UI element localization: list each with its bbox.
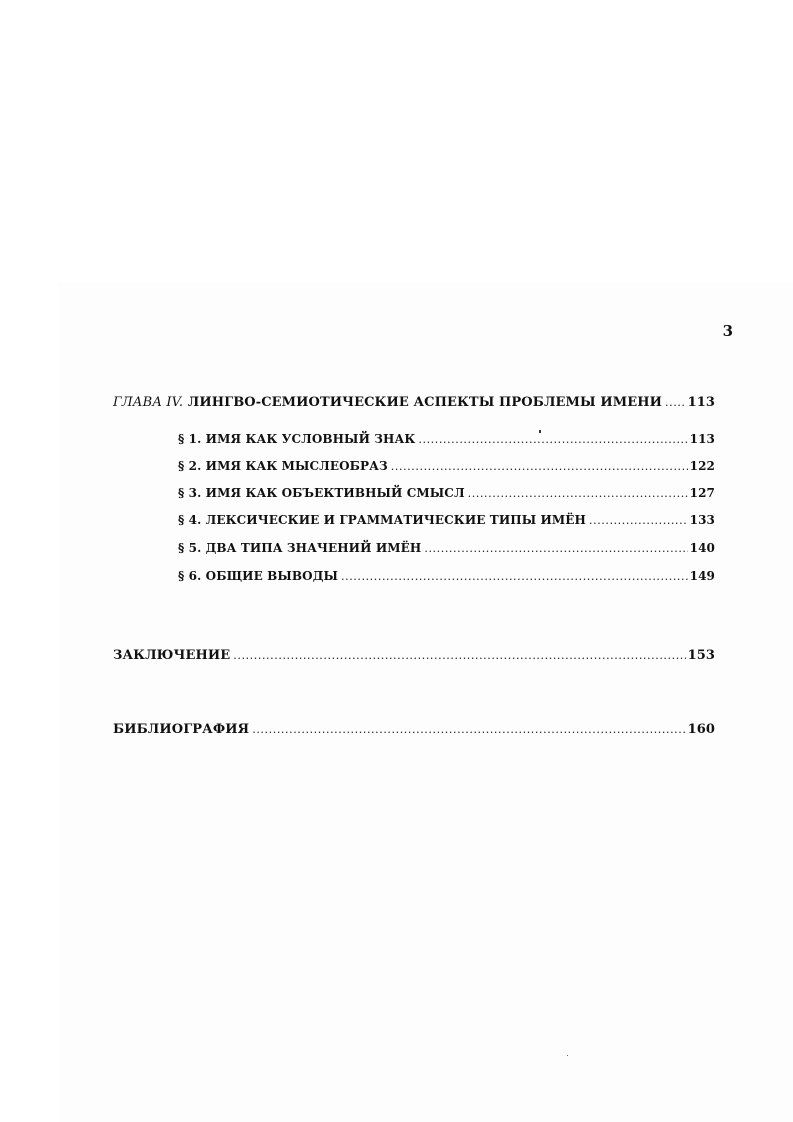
- dot-leader: [233, 649, 685, 662]
- toc-section-label: § 4. ЛЕКСИЧЕСКИЕ И ГРАММАТИЧЕСКИЕ ТИПЫ ИМЁН: [178, 513, 586, 527]
- toc-conclusion-entry[interactable]: [113, 648, 715, 663]
- toc-page-number: 160: [687, 722, 715, 737]
- toc-page-number: 149: [689, 569, 715, 583]
- scan-speck: [539, 430, 541, 433]
- chapter-prefix: ГЛАВА IV.: [113, 395, 184, 410]
- toc-bibliography-label: БИБЛИОГРАФИЯ: [113, 722, 250, 737]
- dot-leader: [665, 396, 686, 409]
- toc-section-entry[interactable]: [178, 513, 715, 527]
- toc-conclusion-label: ЗАКЛЮЧЕНИЕ: [113, 648, 231, 663]
- toc-section-entry[interactable]: [178, 541, 715, 555]
- toc-page-number: 140: [689, 541, 715, 555]
- toc-section-entry[interactable]: [178, 459, 715, 473]
- toc-section-entry[interactable]: [178, 569, 715, 583]
- toc-section-label: § 5. ДВА ТИПА ЗНАЧЕНИЙ ИМЁН: [178, 541, 422, 555]
- toc-section-label: § 1. ИМЯ КАК УСЛОВНЫЙ ЗНАК: [178, 432, 416, 446]
- toc-section-entry[interactable]: [178, 432, 715, 446]
- toc-chapter-label: [113, 395, 662, 410]
- chapter-title: ЛИНГВО-СЕМИОТИЧЕСКИЕ АСПЕКТЫ ПРОБЛЕМЫ ИМЕНИ: [187, 395, 663, 410]
- dot-leader: [252, 723, 685, 736]
- page-number: 3: [722, 322, 733, 340]
- toc-section-entry[interactable]: [178, 486, 715, 500]
- dot-leader: [589, 514, 688, 527]
- toc-page-number: 113: [687, 395, 715, 410]
- dot-leader: [391, 460, 688, 473]
- toc-page-number: 113: [689, 432, 715, 446]
- toc-page-number: 122: [689, 459, 715, 473]
- dot-leader: [424, 542, 687, 555]
- toc-section-label: § 6. ОБЩИЕ ВЫВОДЫ: [178, 569, 338, 583]
- toc-page-number: 153: [687, 648, 715, 663]
- toc-section-label: § 2. ИМЯ КАК МЫСЛЕОБРАЗ: [178, 459, 388, 473]
- dot-leader: [468, 487, 688, 500]
- dot-leader: [341, 570, 688, 583]
- toc-section-label: § 3. ИМЯ КАК ОБЪЕКТИВНЫЙ СМЫСЛ: [178, 486, 465, 500]
- toc-chapter-entry[interactable]: [113, 395, 715, 410]
- dot-leader: [418, 433, 687, 446]
- toc-page-number: 133: [689, 513, 715, 527]
- toc-page-number: 127: [689, 486, 715, 500]
- scan-speck: [567, 1055, 568, 1056]
- toc-bibliography-entry[interactable]: [113, 722, 715, 737]
